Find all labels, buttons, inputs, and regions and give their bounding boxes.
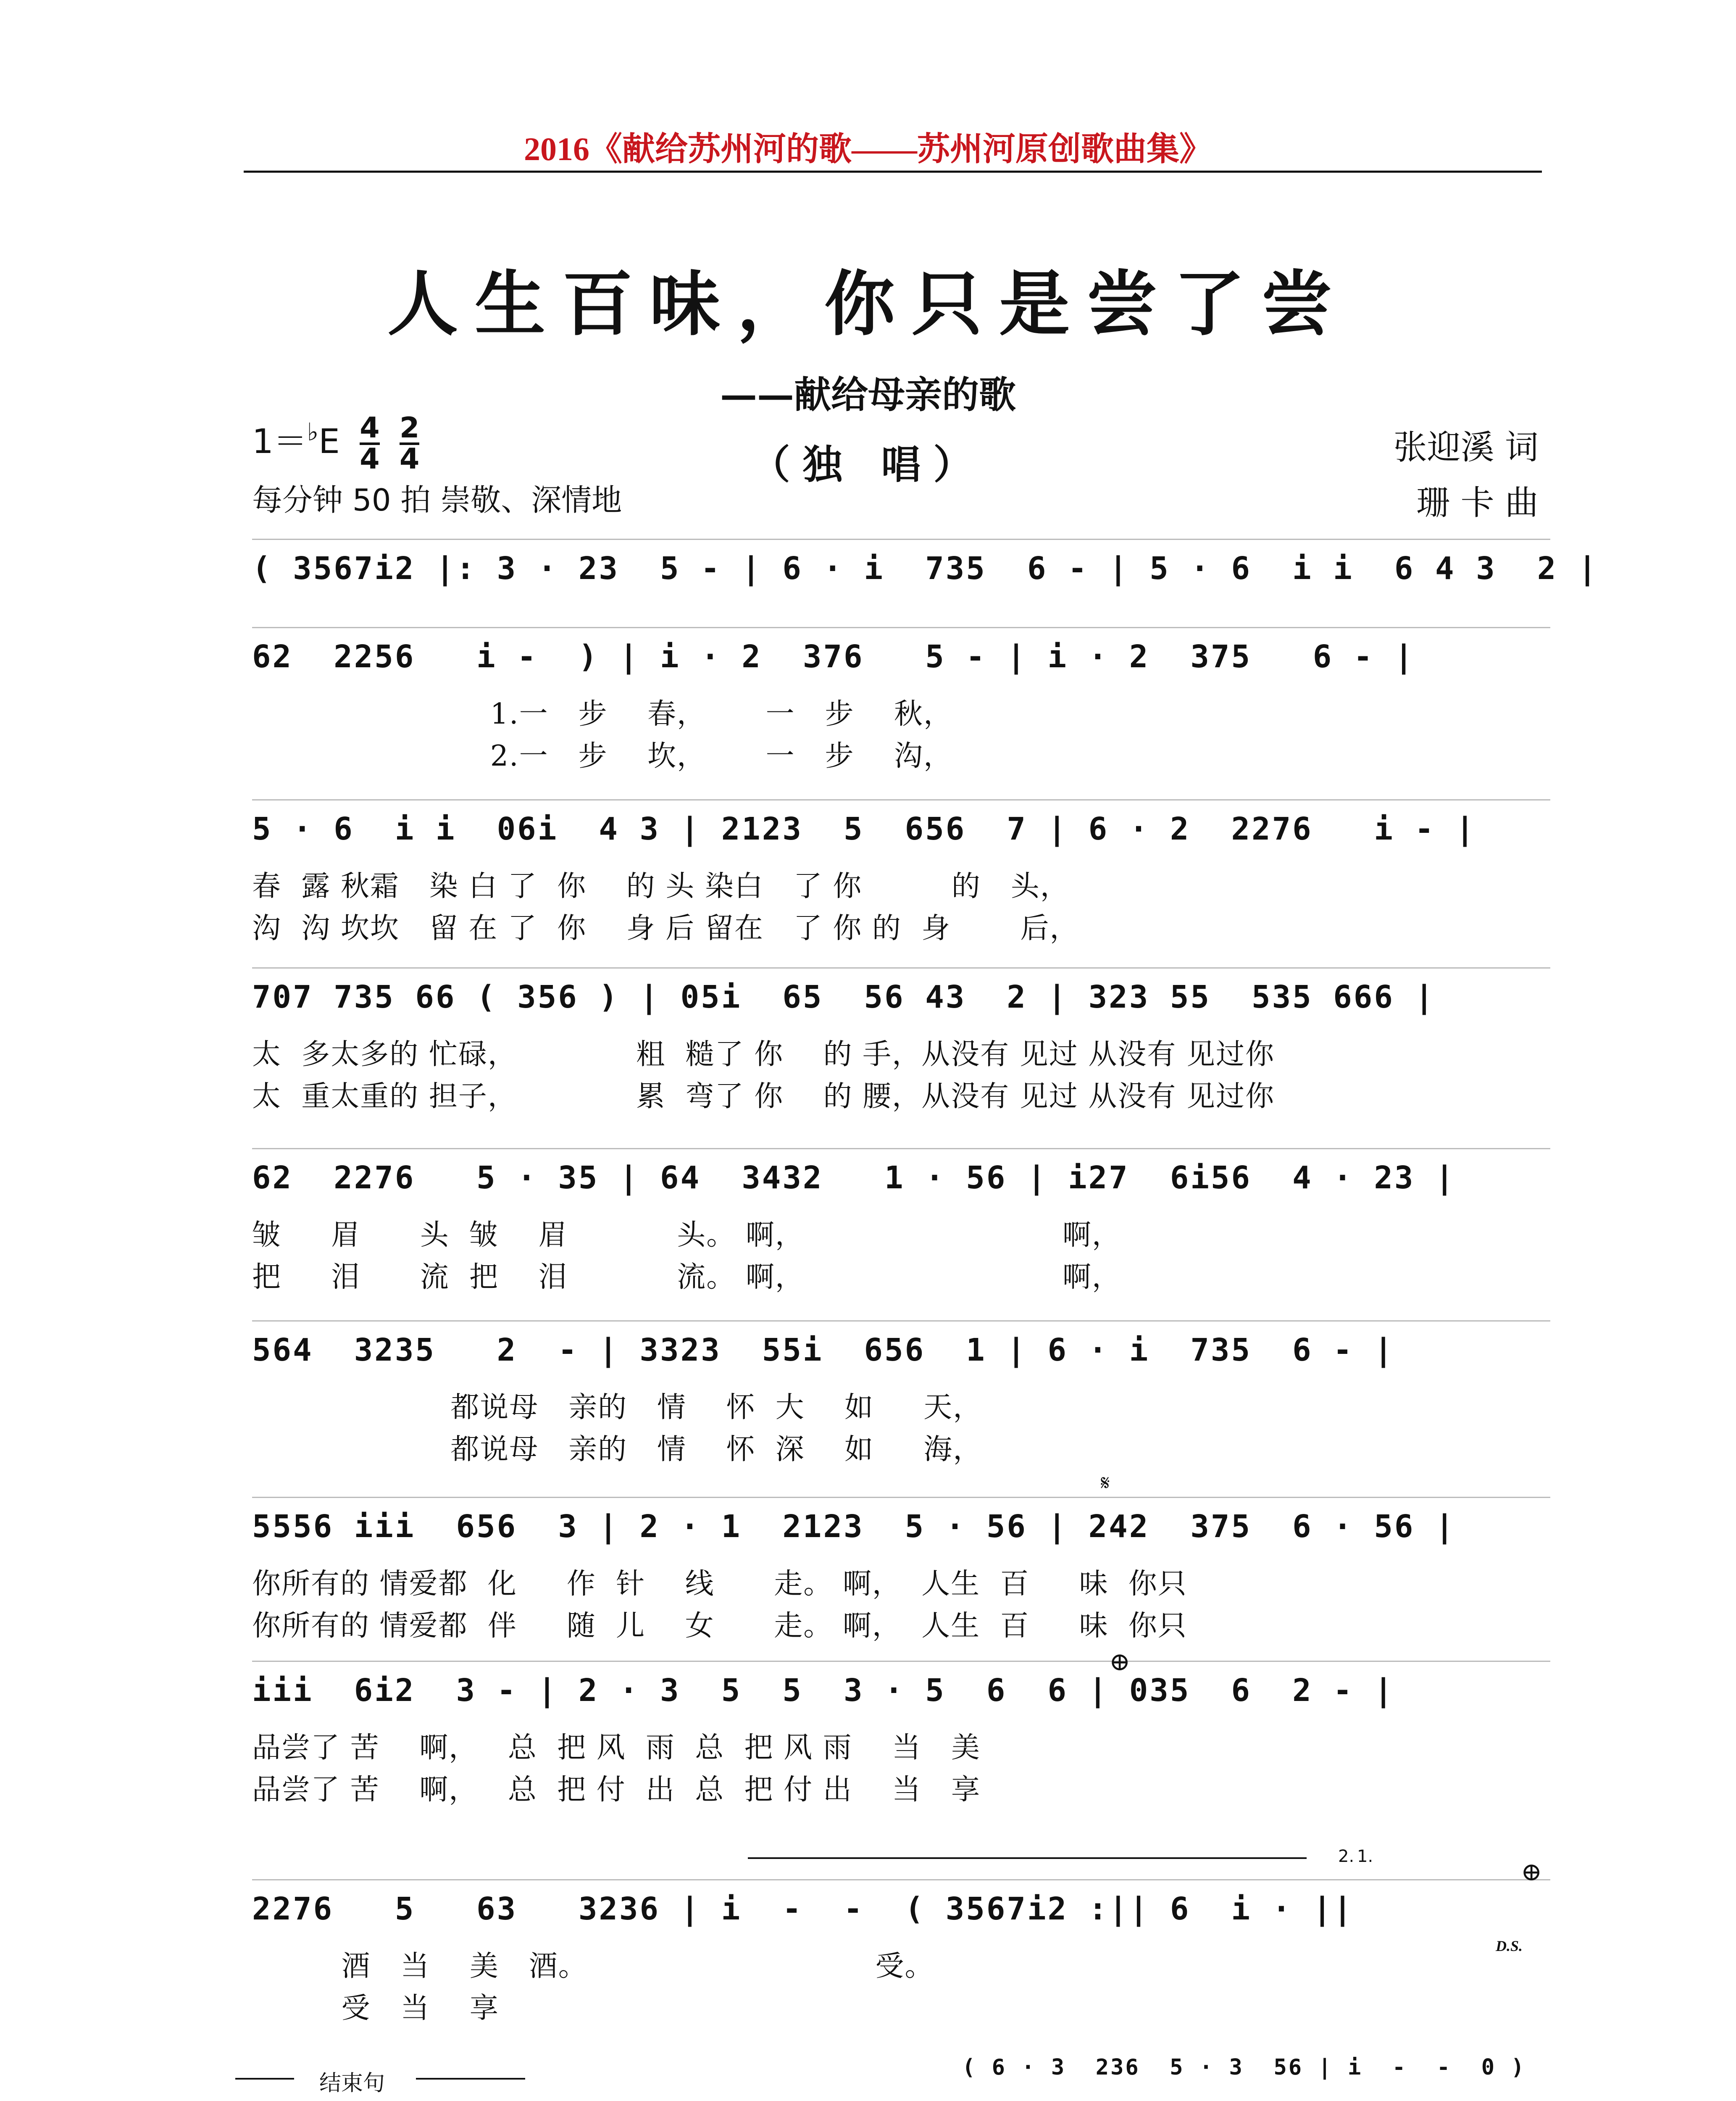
ending-rule-left — [235, 2078, 294, 2080]
song-subtitle: ——献给母亲的歌 — [720, 373, 1016, 416]
collection-header: 2016《献给苏州河的歌——苏州河原创歌曲集》 — [523, 131, 1212, 167]
performance-type: （独 唱） — [750, 442, 986, 488]
score-line-guide — [252, 1320, 1550, 1322]
score-line-guide — [252, 539, 1550, 540]
volta-second: 2. — [1338, 1847, 1355, 1866]
lyrics-verse-1: 太 多太多的 忙碌， 粗 糙了 你 的 手，从没有 见过 从没有 见过你 — [252, 1038, 1275, 1071]
score-notes-line: 707 735 66 ( 356 ) | 05i 65 56 43 2 | 323 55 535 666 | — [252, 979, 1436, 1015]
score-notes-line: 62 2256 i - ) | i · 2 376 5 - | i · 2 375 6 - | — [252, 639, 1415, 675]
score-line-guide — [252, 1148, 1550, 1149]
score-notes-line: iii 6i2 3 - | 2 · 3 5 5 3 · 5 6 6 | 035 6 2 - | — [252, 1672, 1394, 1709]
score-notes-line: ( 3567i2 |: 3 · 23 5 - | 6 · i 735 6 - | 5 · 6 i i 6 4 3 2 | — [252, 550, 1599, 587]
lyrics-verse-2: 太 重太重的 担子， 累 弯了 你 的 腰，从没有 见过 从没有 见过你 — [252, 1080, 1275, 1113]
lyrics-verse-2: 沟 沟 坎坎 留 在 了 你 身 后 留在 了 你 的 身 后， — [252, 912, 1079, 945]
song-title: 人生百味，你只是尝了尝 — [387, 262, 1349, 345]
ending-rule-right — [416, 2078, 525, 2080]
score-line-guide — [252, 1661, 1550, 1662]
ossia-line: ( 6 · 3 236 5 · 3 56 | i - - 0 ) — [962, 2055, 1526, 2080]
lyrics-verse-2: 都说母 亲的 情 怀 深 如 海， — [252, 1433, 983, 1466]
key-note: E — [318, 421, 340, 461]
score-line-guide — [252, 1497, 1550, 1498]
score-line-guide — [252, 627, 1550, 628]
lyricist-credit: 张迎溪 词 — [1393, 428, 1539, 467]
lyrics-verse-2: 品尝了 苦 啊， 总 把 付 出 总 把 付 出 当 享 — [252, 1773, 981, 1806]
volta-first: 1. — [1357, 1847, 1373, 1866]
lyrics-verse-1: 你所有的 情爱都 化 作 针 线 走。 啊， 人生 百 味 你只 — [252, 1567, 1187, 1601]
score-notes-line: 5 · 6 i i 06i 4 3 | 2123 5 656 7 | 6 · 2 2276 i - | — [252, 811, 1476, 847]
score-line-guide — [252, 1879, 1550, 1880]
lyrics-verse-2: 受 当 享 — [252, 1992, 499, 2025]
lyrics-verse-2: 2.一 步 坎， 一 步 沟， — [252, 740, 953, 773]
meter-two-four: $\frac{2}{4}$ — [400, 411, 420, 476]
score-notes-line: 62 2276 5 · 35 | 64 3432 1 · 56 | i27 6i56 4 · 23 | — [252, 1160, 1456, 1196]
key-label: 1＝ — [252, 421, 307, 461]
header-rule — [244, 171, 1542, 173]
coda-sign-icon: ⊕ — [1109, 1647, 1131, 1677]
flat-sign: ♭ — [307, 417, 319, 446]
score-line-guide — [252, 967, 1550, 969]
lyrics-verse-1: 都说母 亲的 情 怀 大 如 天， — [252, 1391, 983, 1424]
ds-mark: D.S. — [1496, 1938, 1523, 1954]
ending-label: 结束句 — [319, 2071, 385, 2096]
volta-first-bracket — [748, 1857, 1307, 1859]
tempo-marking: 每分钟 50 拍 崇敬、深情地 — [252, 482, 622, 518]
lyrics-verse-1: 皱 眉 头 皱 眉 头。 啊， 啊， — [252, 1219, 1121, 1252]
score-notes-line: 2276 5 63 3236 | i - - ( 3567i2 :|| 6 i · || — [252, 1891, 1354, 1927]
meter-four-four: $\frac{4}{4}$ — [360, 411, 380, 476]
lyrics-verse-1: 1.一 步 春， 一 步 秋， — [252, 698, 953, 731]
score-notes-line: 5556 iii 656 3 | 2 · 1 2123 5 · 56 | 242 375 6 · 56 | — [252, 1509, 1456, 1545]
score-notes-line: 564 3235 2 - | 3323 55i 656 1 | 6 · i 735 6 - | — [252, 1332, 1394, 1368]
key-signature — [252, 411, 420, 476]
lyrics-verse-2: 你所有的 情爱都 伴 随 儿 女 走。 啊， 人生 百 味 你只 — [252, 1609, 1187, 1643]
lyrics-verse-2: 把 泪 流 把 泪 流。 啊， 啊， — [252, 1261, 1121, 1294]
lyrics-verse-1: 酒 当 美 酒。 受。 — [252, 1950, 934, 1983]
composer-credit: 珊 卡 曲 — [1416, 483, 1539, 522]
score-line-guide — [252, 799, 1550, 800]
coda-icon: ⊕ — [1521, 1857, 1542, 1887]
lyrics-verse-1: 春 露 秋霜 染 白 了 你 的 头 染白 了 你 的 头， — [252, 870, 1070, 903]
lyrics-verse-1: 品尝了 苦 啊， 总 把 风 雨 总 把 风 雨 当 美 — [252, 1731, 981, 1764]
segno-icon: 𝄋 — [1101, 1471, 1110, 1495]
